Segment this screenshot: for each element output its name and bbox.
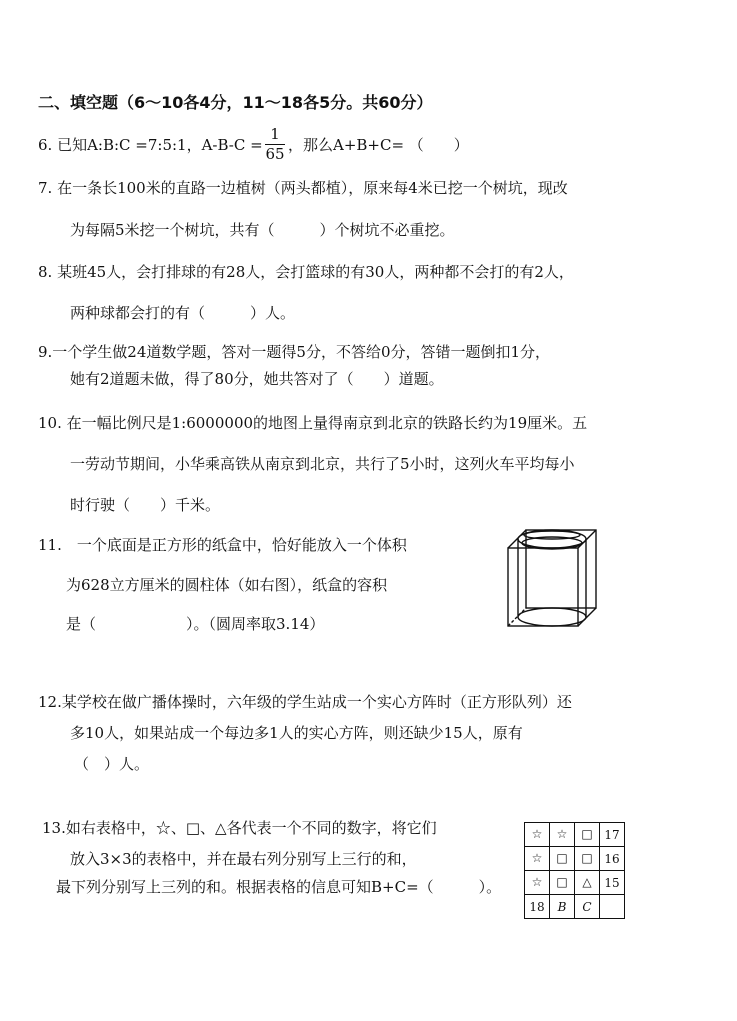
grid-row-sum: 15	[600, 871, 625, 895]
q6-fraction-numerator: 1	[270, 125, 280, 143]
grid-cell-square: □	[575, 823, 600, 847]
q6-prefix: 6. 已知A:B:C =7:5:1，A-B-C =	[38, 136, 263, 154]
q10-line-2: 一劳动节期间，小华乘高铁从南京到北京，共行了5小时，这列火车平均每小	[70, 455, 575, 473]
grid-row	[525, 895, 625, 919]
grid-corner-cell	[600, 895, 625, 919]
q6-fraction	[264, 127, 286, 165]
grid-cell-triangle: △	[575, 871, 600, 895]
grid-row	[525, 871, 625, 895]
grid-col-sum: 18	[525, 895, 550, 919]
grid-cell-square: □	[550, 847, 575, 871]
grid-row	[525, 847, 625, 871]
q6-suffix: ，那么A+B+C= （ ）	[288, 136, 469, 154]
grid-row-sum: 16	[600, 847, 625, 871]
q12-line-2: 多10人，如果站成一个每边多1人的实心方阵，则还缺少15人，原有	[70, 724, 523, 742]
q10-line-3: 时行驶（ ）千米。	[70, 496, 221, 514]
q13-line-3: 最下列分别写上三列的和。根据表格的信息可知B+C=（ ）。	[56, 878, 502, 896]
q9-line-2: 她有2道题未做，得了80分，她共答对了（ ）道题。	[70, 370, 444, 388]
q6-fraction-denominator: 65	[265, 145, 285, 163]
q11-line-3: 是（ ）。（圆周率取3.14）	[66, 615, 325, 633]
q13-line-1: 13.如右表格中，☆、□、△各代表一个不同的数字，将它们	[42, 819, 437, 837]
q11-line-1: 11. 一个底面是正方形的纸盒中，恰好能放入一个体积	[38, 536, 407, 554]
grid-col-sum-c: C	[575, 895, 600, 919]
q13-line-2: 放入3×3的表格中，并在最右列分别写上三行的和，	[70, 850, 417, 868]
q7-line-2: 为每隔5米挖一个树坑，共有（ ）个树坑不必重挖。	[70, 221, 455, 239]
q9-line-1: 9.一个学生做24道数学题，答对一题得5分，不答给0分，答错一题倒扣1分，	[38, 343, 551, 361]
section-heading: 二、填空题（6～10各4分，11～18各5分。共60分）	[38, 93, 433, 112]
grid-row-sum: 17	[600, 823, 625, 847]
symbol-sum-grid	[524, 822, 625, 919]
box-with-cylinder-figure	[500, 524, 602, 630]
q10-line-1: 10. 在一幅比例尺是1:6000000的地图上量得南京到北京的铁路长约为19厘米。五	[38, 414, 588, 432]
grid-row	[525, 823, 625, 847]
q7-line-1: 7. 在一条长100米的直路一边植树（两头都植），原来每4米已挖一个树坑，现改	[38, 179, 568, 197]
grid-cell-star: ☆	[525, 871, 550, 895]
grid-cell-star: ☆	[550, 823, 575, 847]
q12-line-3: （ ）人。	[74, 755, 150, 773]
q12-line-1: 12.某学校在做广播体操时，六年级的学生站成一个实心方阵时（正方形队列）还	[38, 693, 572, 711]
q8-line-1: 8. 某班45人，会打排球的有28人，会打篮球的有30人，两种都不会打的有2人，	[38, 263, 574, 281]
grid-cell-square: □	[550, 871, 575, 895]
grid-cell-square: □	[575, 847, 600, 871]
grid-cell-star: ☆	[525, 847, 550, 871]
q11-line-2: 为628立方厘米的圆柱体（如右图），纸盒的容积	[66, 576, 388, 594]
grid-cell-star: ☆	[525, 823, 550, 847]
q8-line-2: 两种球都会打的有（ ）人。	[70, 304, 296, 322]
grid-col-sum-b: B	[550, 895, 575, 919]
